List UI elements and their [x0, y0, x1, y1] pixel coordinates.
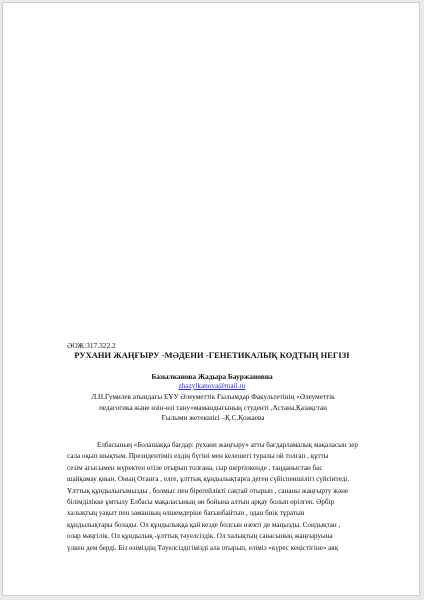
affiliation-block — [63, 392, 363, 424]
supervisor-line: Ғылыми жетекшісі –Қ.С.Қожаева — [161, 414, 265, 423]
body-line: шайқамау қиын. Оның Отанға , елге, ұлттық құндылықтарға деген сүйіспеншілігі сүйсінтеді. — [67, 475, 350, 484]
document-page — [2, 2, 420, 596]
body-line: олар мәңгілік. Ол құндылық -ұлттық тәуелсіздік. Ол халықтың санасының жаңғыруына — [67, 532, 333, 541]
article-body — [67, 440, 361, 554]
article-title: РУХАНИ ЖАҢҒЫРУ -МӘДЕНИ -ГЕНЕТИКАЛЫҚ КОДТЫҢ НЕГІЗІ — [74, 351, 350, 360]
affiliation-line: Л.Н.Гумилев атындағы ЕҰУ Әлеуметтік Ғылымдар Факультетінің «Әлеуметтік — [91, 393, 335, 401]
body-line: сала оқып шықтым. Президентіміз елдің бүгіні мен келешегі туралы ой толғап , құтты — [67, 452, 329, 461]
body-line: Ұлттық құндылығымызды , болмыс пен бірегейлікті сақтай отырып , сананы жаңғырту және — [67, 486, 349, 495]
affiliation-line: педагогика және өзін-өзі тану»мамандығының студенті ,Астана,Қазақстан — [99, 403, 327, 412]
body-line: Елбасының «Болашаққа бағдар: рухани жаңғыру» атты бағдарламалық мақаласын зер — [97, 441, 358, 449]
body-line: құндылықтары болады. Ол құндылыққа қай кезде болсын өзекті де маңызды. Сондықтан , — [67, 520, 341, 529]
body-line: үлкен дем берді. Біз өзіміздің Тәуелсіздігімізді ала отырып, еліміз «күрес кеңістігіне» аяқ — [67, 543, 339, 552]
udc-code: ӘОЖ:317.322.2 — [67, 341, 116, 350]
body-line: сезім ағысымен жүректен өтіле отырып толғана, сыр шертіпкенде , таңданыстан бас — [67, 463, 323, 472]
author-email-link[interactable]: zhazylkanova@mail.ru — [178, 382, 246, 390]
body-line: халықтың уақыт пен заманның өлшемдеріне бағынбайтын , одан биік тұратын — [67, 509, 305, 518]
body-line: білімділікке ұмтылу Елбасы мақаласының өн бойына алтын арқау болып өрілген. Әрбір — [67, 498, 335, 507]
author-name: Базылканова Жадыра Бауржановна — [151, 372, 273, 381]
